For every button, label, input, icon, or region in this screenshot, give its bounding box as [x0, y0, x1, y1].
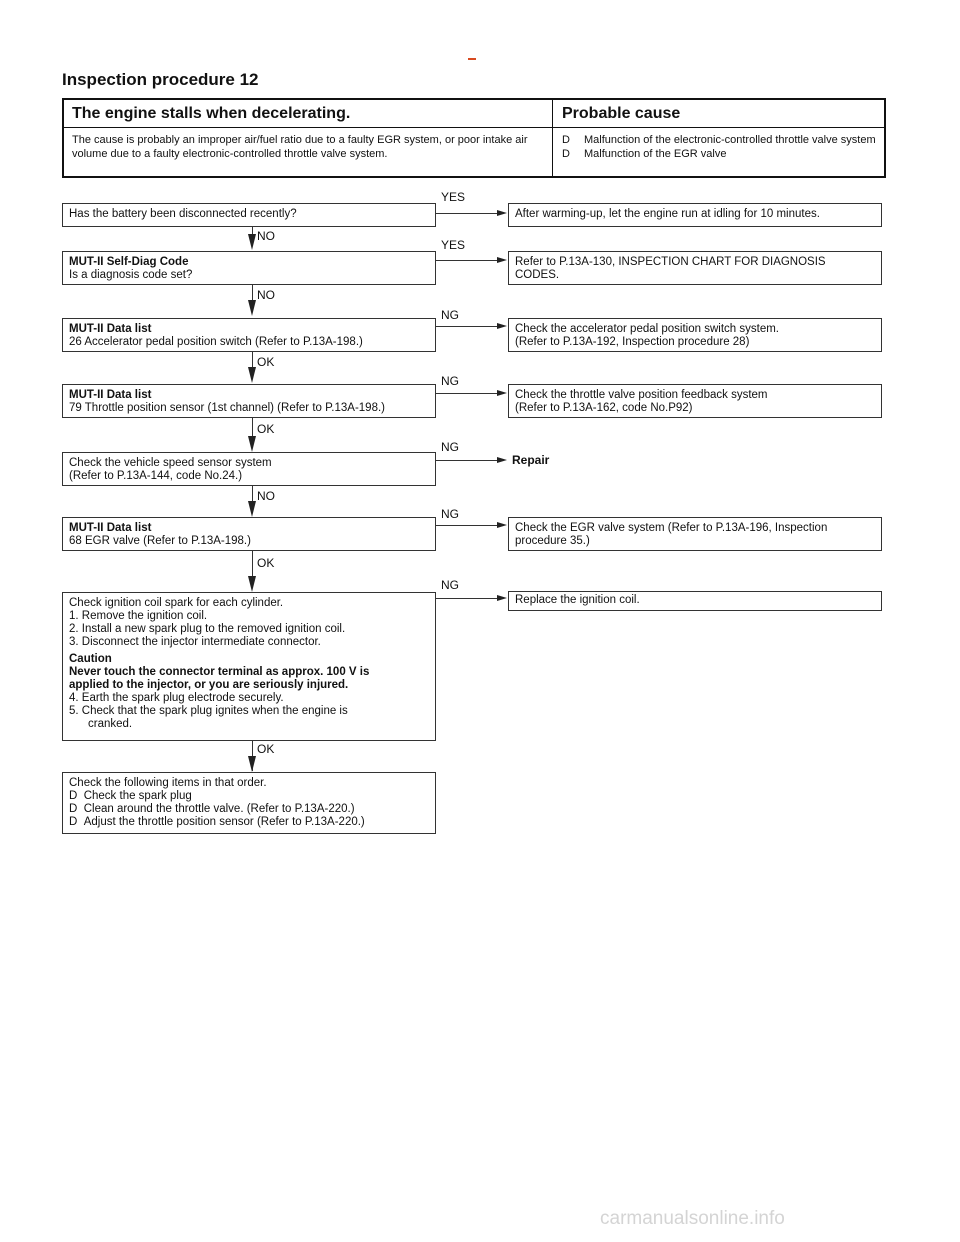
- summary-table: [62, 98, 886, 178]
- connector-ng: [436, 598, 498, 599]
- bullet-icon: D: [562, 148, 570, 160]
- connector-ng: [436, 525, 498, 526]
- arrow-down-icon: [248, 436, 256, 452]
- cause-description: The cause is probably an improper air/fuel ratio due to a faulty EGR system, or poor intake air volume due to a faulty electronic-controlled throttle valve system.: [72, 134, 528, 160]
- label-ng: NG: [441, 308, 459, 322]
- step-ignition-coil-spark: Check ignition coil spark for each cylinder. 1. Remove the ignition coil. 2. Install a new spark plug to the removed ignition coil. 3. Disconnect the injector intermediate connector. Caution Never touch the connector terminal as approx. 100 V is applied to the injector, or you are seriously injured. 4. Earth the spark plug electrode securely. 5. Check that the spark plug ignites when the engine is cranked.: [62, 592, 436, 741]
- step-data-list-26: MUT-II Data list 26 Accelerator pedal position switch (Refer to P.13A-198.): [62, 318, 436, 352]
- result-egr-valve-system: Check the EGR valve system (Refer to P.13A-196, Inspection procedure 35.): [508, 517, 882, 551]
- step-vehicle-speed-sensor: Check the vehicle speed sensor system (Refer to P.13A-144, code No.24.): [62, 452, 436, 486]
- list-item: D Clean around the throttle valve. (Refer to P.13A-220.): [69, 803, 355, 815]
- arrow-down-icon: [248, 300, 256, 316]
- probable-cause-item: D Malfunction of the electronic-controlled throttle valve system: [562, 134, 876, 146]
- arrow-right-icon: [497, 323, 507, 329]
- label-ng: NG: [441, 440, 459, 454]
- result-warm-up-idle: After warming-up, let the engine run at idling for 10 minutes.: [508, 203, 882, 227]
- bullet-icon: D: [562, 134, 570, 146]
- probable-cause-heading: Probable cause: [562, 105, 681, 122]
- bullet-icon: D: [69, 803, 78, 815]
- connector-ng: [436, 393, 498, 394]
- arrow-right-icon: [497, 210, 507, 216]
- step-data-list-68: MUT-II Data list 68 EGR valve (Refer to P.13A-198.): [62, 517, 436, 551]
- arrow-right-icon: [497, 457, 507, 463]
- result-replace-ignition-coil: Replace the ignition coil.: [508, 591, 882, 611]
- label-no: NO: [257, 489, 275, 503]
- bullet-icon: D: [69, 790, 78, 802]
- arrow-down-icon: [248, 576, 256, 592]
- connector-ng: [436, 326, 498, 327]
- label-ng: NG: [441, 578, 459, 592]
- summary-divider: [552, 100, 553, 176]
- step-data-list-79: MUT-II Data list 79 Throttle position sensor (1st channel) (Refer to P.13A-198.): [62, 384, 436, 418]
- caution-label: Caution: [69, 653, 112, 665]
- symptom-heading: The engine stalls when decelerating.: [72, 105, 351, 122]
- arrow-right-icon: [497, 595, 507, 601]
- label-ok: OK: [257, 355, 275, 369]
- result-throttle-feedback: Check the throttle valve position feedback system (Refer to P.13A-162, code No.P92): [508, 384, 882, 418]
- watermark: carmanualsonline.info: [600, 1208, 785, 1229]
- page-title: Inspection procedure 12: [62, 70, 259, 89]
- list-item: D Adjust the throttle position sensor (Refer to P.13A-220.): [69, 816, 365, 828]
- label-ok: OK: [257, 556, 275, 570]
- header-dash-mark: [468, 58, 476, 60]
- label-no: NO: [257, 229, 275, 243]
- connector-ng: [436, 460, 498, 461]
- step-self-diag-code: MUT-II Self-Diag Code Is a diagnosis code set?: [62, 251, 436, 285]
- connector-yes: [436, 260, 498, 261]
- label-ng: NG: [441, 374, 459, 388]
- label-yes: YES: [441, 238, 466, 252]
- arrow-right-icon: [497, 522, 507, 528]
- step-battery-disconnected: Has the battery been disconnected recently?: [62, 203, 436, 227]
- arrow-down-icon: [248, 756, 256, 772]
- result-accelerator-switch: Check the accelerator pedal position switch system. (Refer to P.13A-192, Inspection procedure 28): [508, 318, 882, 352]
- connector-yes: [436, 213, 498, 214]
- arrow-down-icon: [248, 501, 256, 517]
- arrow-right-icon: [497, 257, 507, 263]
- arrow-right-icon: [497, 390, 507, 396]
- label-yes: YES: [441, 190, 466, 204]
- label-ok: OK: [257, 422, 275, 436]
- label-no: NO: [257, 288, 275, 302]
- probable-cause-item: D Malfunction of the EGR valve: [562, 148, 727, 160]
- probable-cause-list: [562, 133, 882, 161]
- label-ng: NG: [441, 507, 459, 521]
- bullet-icon: D: [69, 816, 78, 828]
- label-ok: OK: [257, 742, 275, 756]
- list-item: D Check the spark plug: [69, 790, 192, 802]
- result-repair: Repair: [512, 453, 550, 467]
- step-check-following-items: Check the following items in that order. D Check the spark plug D Clean around the throttle valve. (Refer to P.13A-220.) D Adjust the throttle position sensor (Refer to P.13A-220.): [62, 772, 436, 834]
- result-inspection-chart: Refer to P.13A-130, INSPECTION CHART FOR DIAGNOSIS CODES.: [508, 251, 882, 285]
- arrow-down-icon: [248, 367, 256, 383]
- arrow-down-icon: [248, 234, 256, 250]
